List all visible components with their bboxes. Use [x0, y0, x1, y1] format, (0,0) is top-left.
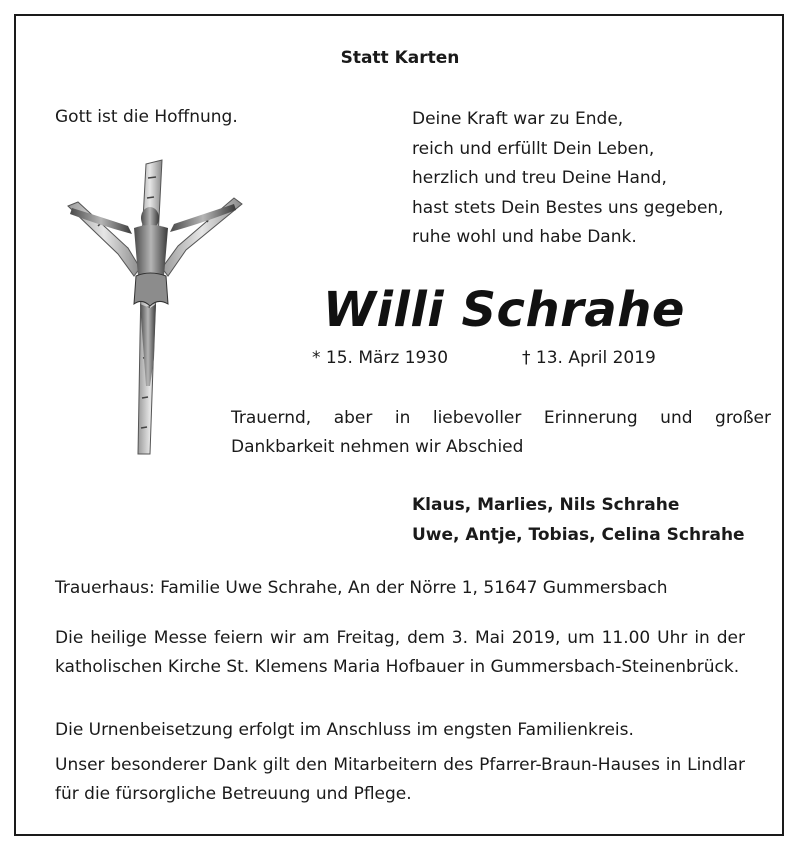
family-line: Klaus, Marlies, Nils Schrahe	[412, 495, 680, 515]
mass-info: Die heilige Messe feiern wir am Freitag, dem 3. Mai 2019, um 11.00 Uhr in der katholischen Kirche St. Klemens Maria Hofbauer in Gummersbach-Steinenbrück.	[55, 628, 745, 677]
mourning-house-address: Trauerhaus: Familie Uwe Schrahe, An der Nörre 1, 51647 Gummersbach	[55, 578, 668, 598]
thanks-info: Unser besonderer Dank gilt den Mitarbeitern des Pfarrer-Braun-Hauses in Lindlar für die fürsorgliche Betreuung und Pflege.	[55, 755, 745, 804]
death-date: † 13. April 2019	[522, 348, 656, 368]
poem-line: herzlich und treu Deine Hand,	[412, 168, 667, 188]
poem-line: ruhe wohl und habe Dank.	[412, 227, 637, 247]
mourning-text: Trauernd, aber in liebevoller Erinnerung und großer Dankbarkeit nehmen wir Abschied	[231, 408, 771, 457]
family-signatures	[412, 490, 745, 550]
deceased-name: Willi Schrahe	[323, 282, 685, 338]
poem-line: reich und erfüllt Dein Leben,	[412, 138, 655, 159]
header-statt-karten: Statt Karten	[340, 48, 460, 68]
poem	[412, 105, 724, 253]
burial-info: Die Urnenbeisetzung erfolgt im Anschluss im engsten Familienkreis.	[55, 720, 634, 740]
poem-line: hast stets Dein Bestes uns gegeben,	[412, 197, 724, 218]
poem-line: Deine Kraft war zu Ende,	[412, 109, 624, 129]
birth-date: * 15. März 1930	[312, 348, 449, 368]
crucifix-icon	[58, 158, 248, 458]
motto: Gott ist die Hoffnung.	[55, 107, 238, 127]
family-line: Uwe, Antje, Tobias, Celina Schrahe	[412, 525, 745, 545]
